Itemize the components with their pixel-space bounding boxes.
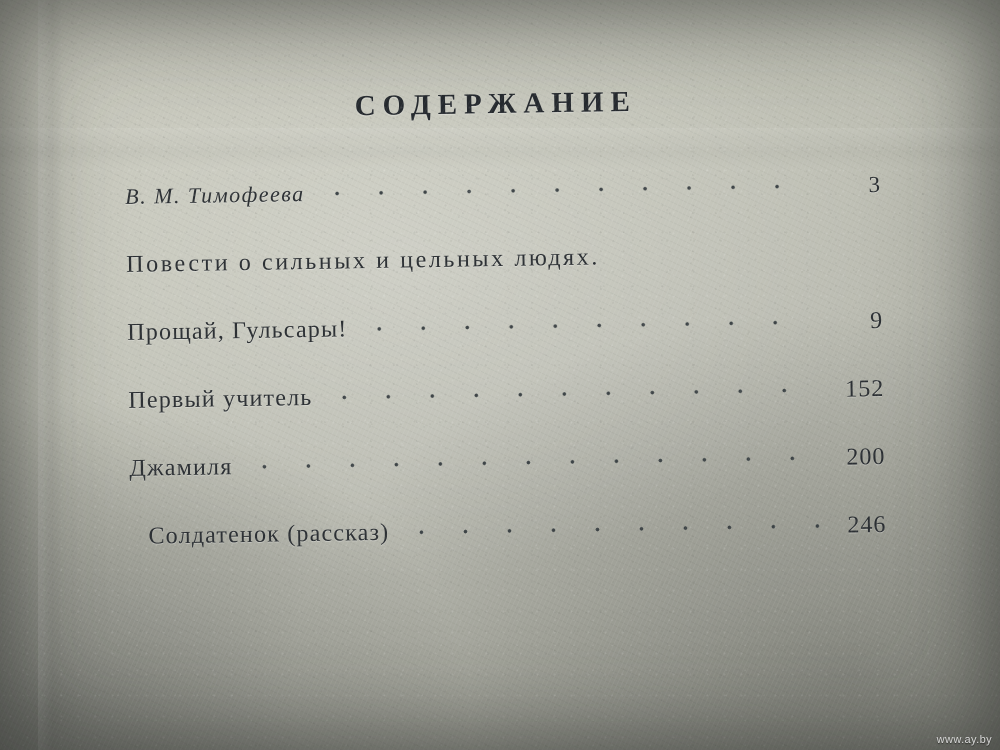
toc-entry-label: Прощай, Гульсары! <box>127 316 348 346</box>
dot-leader <box>610 245 817 264</box>
dot-leader <box>322 381 818 405</box>
toc-entry-page: 200 <box>846 443 886 471</box>
dot-leader <box>242 449 819 474</box>
toc-entry-label: Повести о сильных и цельных людях. <box>126 244 601 278</box>
toc-entry-label: Солдатенок (рассказ) <box>148 519 390 550</box>
page-title: СОДЕРЖАНИЕ <box>354 85 638 123</box>
watermark: www.ay.by <box>936 734 992 746</box>
list-item <box>126 240 883 320</box>
toc-list <box>125 172 887 592</box>
list-item <box>125 172 882 252</box>
list-item <box>130 512 887 592</box>
toc-entry-page <box>826 260 882 261</box>
list-item <box>129 444 886 524</box>
toc-entry-label: В. М. Тимофеева <box>124 181 305 209</box>
toc-entry-page: 9 <box>869 307 884 335</box>
list-item <box>128 376 885 456</box>
toc-entry-page: 246 <box>847 511 887 539</box>
dot-leader <box>399 517 820 540</box>
dot-leader <box>357 313 817 336</box>
toc-entry-label: Джамиля <box>129 454 233 482</box>
toc-entry-page: 152 <box>845 375 885 403</box>
toc-entry-label: Первый учитель <box>128 384 313 414</box>
toc-entry-page: 3 <box>868 171 882 198</box>
list-item <box>127 308 884 388</box>
dot-leader <box>315 177 816 201</box>
